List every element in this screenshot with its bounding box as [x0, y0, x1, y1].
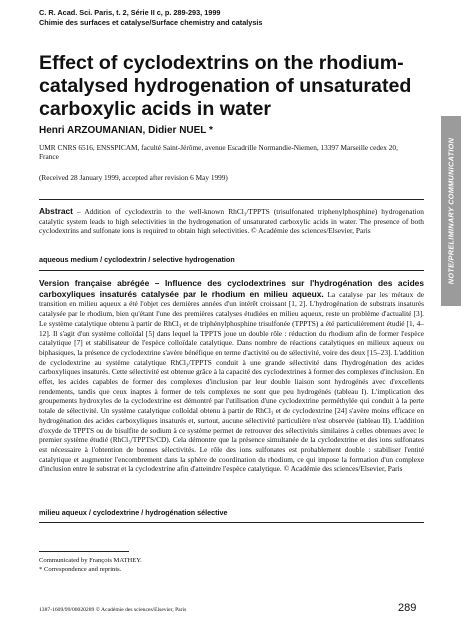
title-line: catalysed hydrogenation of unsaturated [39, 75, 412, 98]
abstract-top-rule [39, 199, 424, 200]
footnotes [39, 556, 142, 574]
title-line: Effect of cyclodextrins on the rhodium- [39, 52, 404, 74]
abstract-label: Abstract [39, 206, 73, 216]
journal-citation: C. R. Acad. Sci. Paris, t. 2, Série II c, p. 289-293, 1999 [39, 8, 221, 17]
copyright-line: 1387-1609/99/00020289 © Académie des sciences/Elsevier, Paris [39, 607, 187, 613]
abstract [39, 207, 424, 236]
footnote-communicated: Communicated by François MATHEY. [39, 557, 142, 564]
title-line: carboxylic acids in water [39, 98, 271, 121]
french-text: La catalyse par les métaux de transition en milieu aqueux a été l'objet ces dernières années d'un intérêt croissant [1, 2]. L'hydrogénation de substrats insaturés catalysée par le rhodium, bien qu'étant l'une des premières catalyses étudiées en milieu aqueux, reste un problème d'actualité [3]. Le système catalytique obtenu à partir de RhCl₃ et de triphénylphosphine trisulfonée (TPPTS) a été particulièrement étudié [1, 4–12]. Il s'agit d'un système colloïdal [5] dans lequel la TPPTS joue un double rôle : réduction du rhodium afin de former l'espèce catalytique [7] et stabilisateur de l'espèce colloïdale catalytique. Dans nombre de réactions catalytiques en milieux aqueux ou biphasiques, la présence de cyclodextrine s'avère bénéfique en terme d'activité ou de sélectivité, voire des deux [15–23]. L'addition de cyclodextrine au système catalytique RhCl₃/TPPTS conduit à une grande sélectivité dans l'hydrogénation des acides carboxyliques insaturés. Cette sélectivité est obtenue grâce à la capacité des cyclodextrines à former des complexes d'inclusion. En effet, les acides capables de former des complexes d'inclusion par leur double liaison sont hydrogénés avec d'excellents rendements, tandis que ceux inaptes à former de tels complexes ne sont que peu hydrogénés (tableau I). L'implication des groupements hydroxyles de la cyclodextrine est démontré par l'utilisation d'une cyclodextrine perméthylée qui conduit à la perte totale de sélectivité. Un système catalytique colloïdal obtenu à partir de RhCl₃ et de cyclodextrine [24] s'avère moins efficace en hydrogénation des acides carboxyliques insaturés et, surtout, aucune sélectivité particulière n'est observée (tableau II). L'addition d'oxyde de TPPTS ou de bisulfite de sodium à ce système permet de retrouver des sélectivités similaires à celles obtenues avec le premier système étudié (RhCl₃/TPPTS/CD). Cela démontre que la présence simultanée de la cyclodextrine et des ions sulfonates est nécessaire à l'obtention de bonnes sélectivités. Le rôle des ions sulfonates est probablement double : stabiliser l'entité catalytique et augmenter l'encombrement dans la sphère de coordination du rhodium, ce qui impose la formation d'un complexe d'inclusion entre le substrat et la cyclodextrine afin d'atteindre l'espèce catalytique. © Académie des sciences/Elsevier, Paris [39, 289, 424, 474]
journal-header [39, 8, 262, 27]
french-bottom-rule [39, 522, 424, 523]
abstract-keywords: aqueous medium / cyclodextrin / selective hydrogenation [39, 255, 235, 264]
french-version [39, 278, 424, 474]
footnote-correspondence: * Correspondence and reprints. [39, 566, 122, 573]
side-tab-label: NOTE/PRELIMINARY COMMUNICATION [446, 137, 456, 285]
authors: Henri ARZOUMANIAN, Didier NUEL * [39, 125, 213, 136]
journal-section: Chimie des surfaces et catalyse/Surface chemistry and catalysis [39, 17, 263, 27]
footnote-rule [39, 551, 129, 552]
article-title [39, 52, 412, 122]
received-dates: (Received 28 January 1999, accepted after revision 6 May 1999) [39, 173, 228, 182]
french-heading: Version française abrégée – Influence des cyclodextrines sur l'hydrogénation des acides carboxyliques insaturés catalysée par le rhodium en milieu aqueux. [39, 278, 424, 299]
french-keywords: milieu aqueux / cyclodextrine / hydrogénation sélective [39, 508, 228, 517]
abstract-bottom-rule [39, 270, 424, 271]
affiliation: UMR CNRS 6516, ENSSPICAM, faculté Saint-Jérôme, avenue Escadrille Normandie-Niemen, 13397 Marseille cedex 20, France [39, 143, 398, 162]
abstract-text: – Addition of cyclodextrin to the well-known RhCl₃/TPPTS (trisulfonated triphenylphosphine) hydrogenation catalytic system leads to high selectivities in the hydrogenation of unsaturated carboxylic acids in water. The presence of both cyclodextrins and sulfonate ions is required to obtain high selectivities. © Académie des sciences/Elsevier, Paris [39, 207, 424, 236]
page-number: 289 [398, 602, 417, 614]
note-side-tab [441, 116, 461, 306]
